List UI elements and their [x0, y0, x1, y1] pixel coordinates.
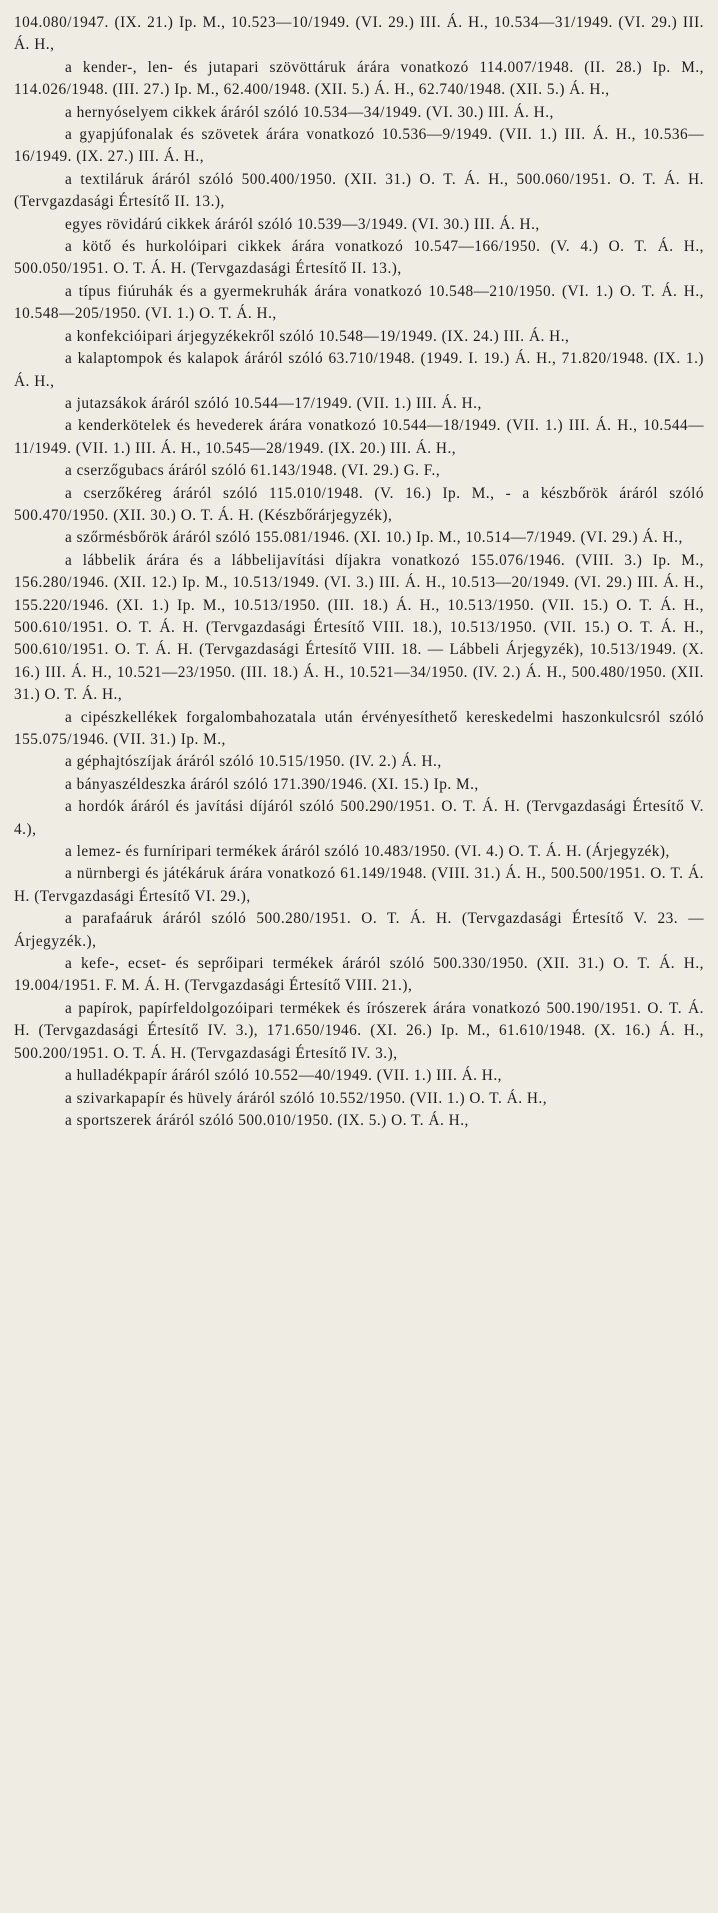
paragraph: a nürnbergi és játékáruk árára vonatkozó 61.149/1948. (VIII. 31.) Á. H., 500.500/1951. O. T. Á. H. (Tervgazdasági Értesítő VI. 29.), — [14, 865, 704, 905]
paragraph: a típus fiúruhák és a gyermekruhák árára vonatkozó 10.548—210/1950. (VI. 1.) O. T. Á. H., 10.548—205/1950. (VI. 1.) O. T. Á. H., — [14, 282, 704, 323]
paragraph: a cserzőkéreg áráról szóló 115.010/1948. (V. 16.) Ip. M., - a készbőrök áráról szóló 500.470/1950. (XII. 30.) O. T. Á. H. (Készbőrárjegyzék), — [14, 484, 704, 524]
paragraph: a kenderkötelek és hevederek árára vonatkozó 10.544—18/1949. (VII. 1.) III. Á. H., 10.544—11/1949. (VII. 1.) III. Á. H., 10.545—28/1949. (IX. 20.) III. Á. H., — [14, 417, 704, 457]
paragraph: a cserzőgubacs áráról szóló 61.143/1948. (VI. 29.) G. F., — [65, 462, 441, 480]
paragraph: 104.080/1947. (IX. 21.) Ip. M., 10.523—10/1949. (VI. 29.) III. Á. H., 10.534—31/1949. (VI. 29.) III. Á. H., — [14, 14, 704, 54]
paragraph: a kötő és hurkolóipari cikkek árára vonatkozó 10.547—166/1950. (V. 4.) O. T. Á. H., 500.050/1951. O. T. Á. H. (Tervgazdasági Értesítő II. 13.), — [14, 238, 704, 278]
paragraph: a géphajtószíjak áráról szóló 10.515/1950. (IV. 2.) Á. H., — [65, 753, 442, 771]
paragraph: a hulladékpapír áráról szóló 10.552—40/1949. (VII. 1.) III. Á. H., — [65, 1067, 502, 1085]
paragraph: a bányaszéldeszka áráról szóló 171.390/1946. (XI. 15.) Ip. M., — [65, 775, 479, 793]
paragraph: a parafaáruk áráról szóló 500.280/1951. O. T. Á. H. (Tervgazdasági Értesítő V. 23. — Árjegyzék.), — [14, 910, 704, 950]
paragraph: a lemez- és furníripari termékek áráról szóló 10.483/1950. (VI. 4.) O. T. Á. H. (Árjegyzék), — [65, 843, 670, 861]
paragraph: egyes rövidárú cikkek áráról szóló 10.539—3/1949. (VI. 30.) III. Á. H., — [65, 215, 540, 233]
paragraph: a jutazsákok áráról szóló 10.544—17/1949. (VII. 1.) III. Á. H., — [65, 394, 482, 412]
paragraph: a kender-, len- és jutapari szövöttáruk árára vonatkozó 114.007/1948. (II. 28.) Ip. M., 114.026/1948. (III. 27.) Ip. M., 62.400/1948. (XII. 5.) Á. H., 62.740/1948. (XII. 5.) Á. H., — [14, 58, 704, 99]
paragraph: a sportszerek áráról szóló 500.010/1950. (IX. 5.) O. T. Á. H., — [65, 1111, 469, 1129]
paragraph: a gyapjúfonalak és szövetek árára vonatkozó 10.536—9/1949. (VII. 1.) III. Á. H., 10.536—16/1949. (IX. 27.) III. Á. H., — [14, 126, 704, 166]
paragraph: a szivarkapapír és hüvely áráról szóló 10.552/1950. (VII. 1.) O. T. Á. H., — [65, 1089, 548, 1107]
paragraph: a kefe-, ecset- és seprőipari termékek áráról szóló 500.330/1950. (XII. 31.) O. T. Á. H., 19.004/1951. F. M. Á. H. (Tervgazdasági Értesítő VIII. 21.), — [14, 955, 704, 995]
paragraph: a szőrmésbőrök áráról szóló 155.081/1946. (XI. 10.) Ip. M., 10.514—7/1949. (VI. 29.) Á. H., — [65, 529, 683, 547]
paragraph: a hordók áráról és javítási díjáról szóló 500.290/1951. O. T. Á. H. (Tervgazdasági Értesítő V. 4.), — [14, 798, 704, 838]
paragraph: a textiláruk áráról szóló 500.400/1950. (XII. 31.) O. T. Á. H., 500.060/1951. O. T. Á. H. (Tervgazdasági Értesítő II. 13.), — [14, 170, 704, 211]
paragraph: a papírok, papírfeldolgozóipari termékek és írószerek árára vonatkozó 500.190/1951. O. T. Á. H. (Tervgazdasági Értesítő IV. 3.), 171.650/1946. (XI. 26.) Ip. M., 61.610/1948. (X. 16.) Á. H., 500.200/1951. O. T. Á. H. (Tervgazdasági Értesítő IV. 3.), — [14, 999, 704, 1062]
paragraph: a hernyóselyem cikkek áráról szóló 10.534—34/1949. (VI. 30.) III. Á. H., — [65, 103, 554, 121]
document-body — [14, 12, 704, 1132]
paragraph: a konfekcióipari árjegyzékekről szóló 10.548—19/1949. (IX. 24.) III. Á. H., — [65, 327, 570, 345]
paragraph: a lábbelik árára és a lábbelijavítási díjakra vonatkozó 155.076/1946. (VIII. 3.) Ip. M., 156.280/1946. (XII. 12.) Ip. M., 10.513/1949. (VI. 3.) III. Á. H., 10.513—20/1949. (VI. 29.) III. Á. H., 155.220/1946. (XI. 1.) Ip. M., 10.513/1950. (III. 18.) Á. H., 10.513/1950. (VII. 15.) O. T. Á. H., 500.610/1951. O. T. Á. H. (Tervgazdasági Értesítő VIII. 18.), 10.513/1950. (VII. 15.) O. T. Á. H., 500.610/1951. O. T. Á. H. (Tervgazdasági Értesítő VIII. 18. — Lábbeli Árjegyzék), 10.513/1949. (X. 16.) III. Á. H., 10.521—23/1950. (III. 18.) Á. H., 10.521—34/1950. (IV. 2.) Á. H., 500.480/1950. (XII. 31.) O. T. Á. H., — [14, 551, 704, 704]
paragraph: a kalaptompok és kalapok áráról szóló 63.710/1948. (1949. I. 19.) Á. H., 71.820/1948. (IX. 1.) Á. H., — [14, 350, 704, 390]
paragraph: a cipészkellékek forgalombahozatala után érvényesíthető kereskedelmi haszonkulcsról szóló 155.075/1946. (VII. 31.) Ip. M., — [14, 708, 704, 748]
